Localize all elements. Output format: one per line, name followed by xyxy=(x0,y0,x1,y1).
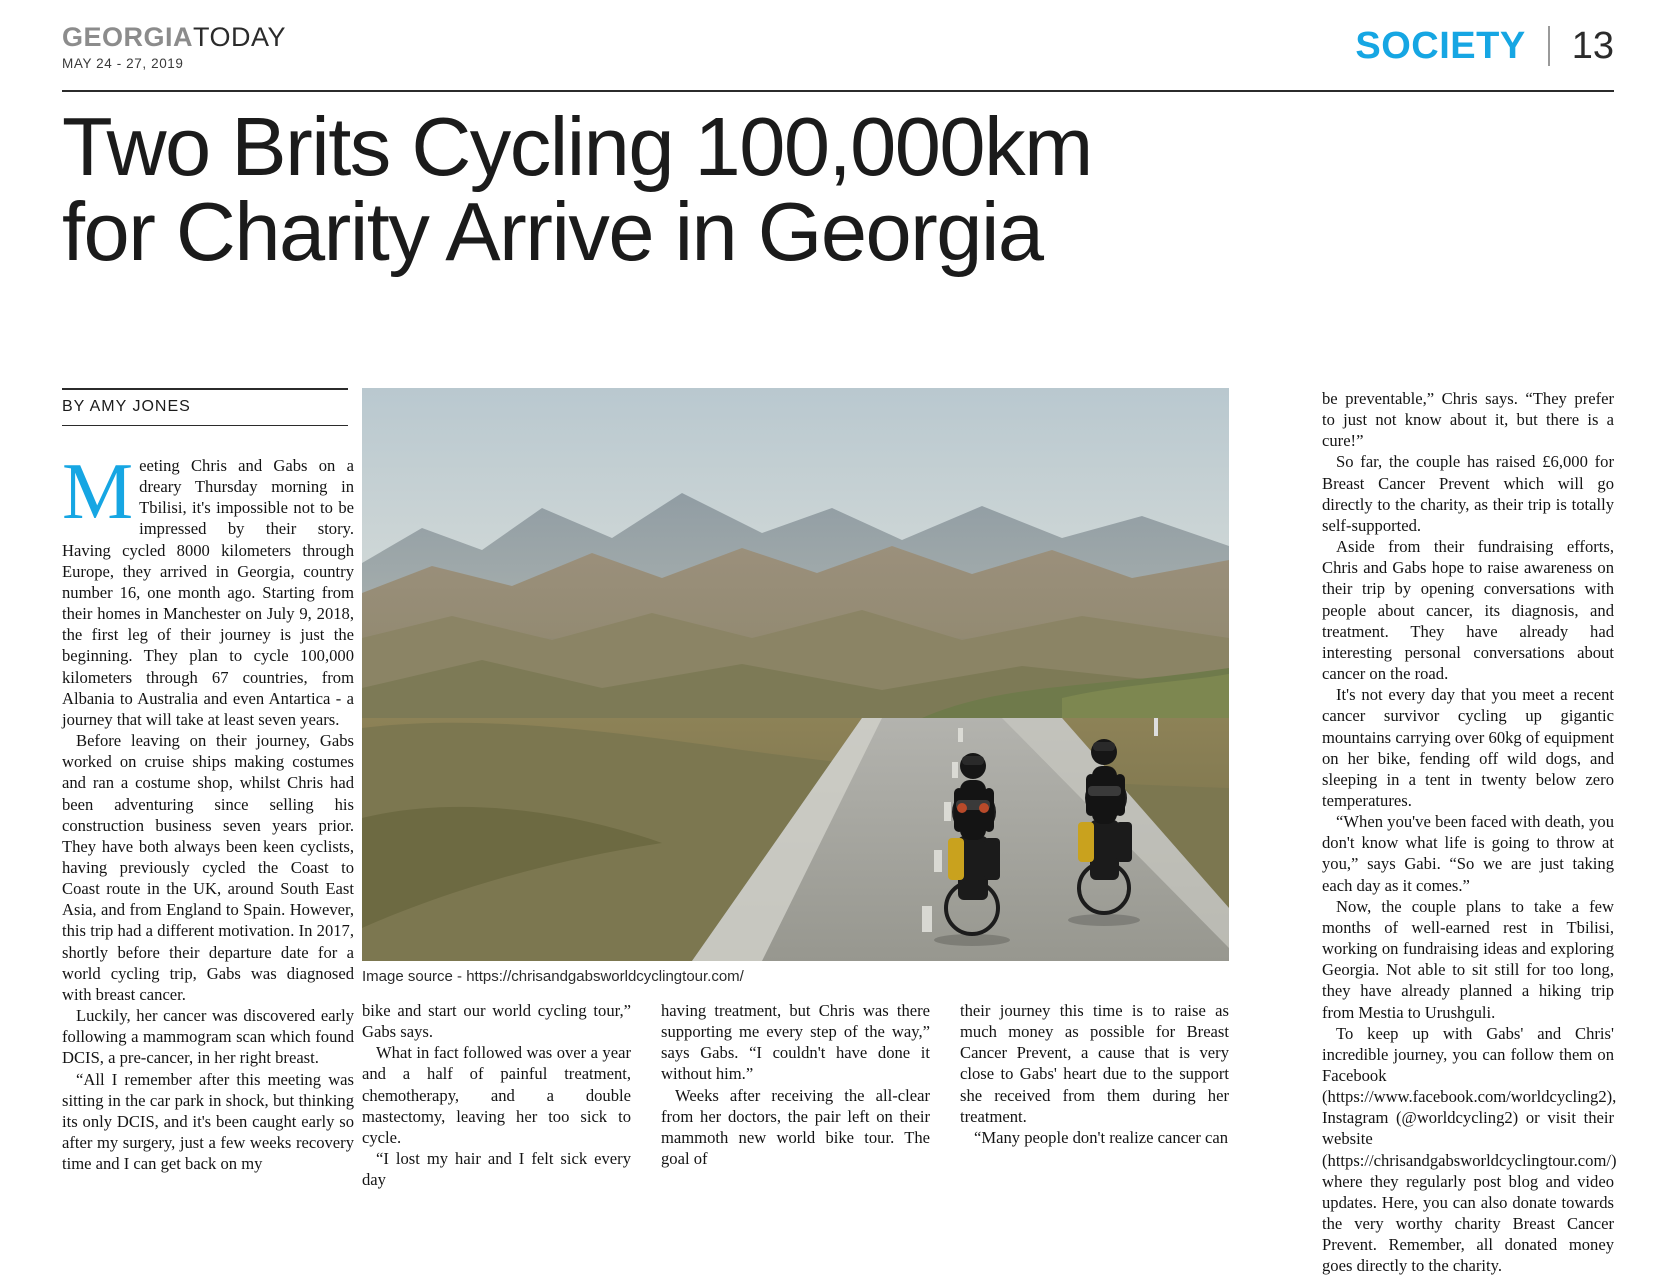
page-number: 13 xyxy=(1571,25,1614,67)
byline-rule-bottom xyxy=(62,425,348,427)
paragraph: So far, the couple has raised £6,000 for Breast Cancer Prevent which will go directly to the charity, as their trip is totally self-supported. xyxy=(1322,452,1614,535)
paragraph: be preventable,” Chris says. “They prefer to just not know about it, but there is a cure!” xyxy=(1322,389,1614,451)
drop-cap: M xyxy=(62,448,134,536)
masthead xyxy=(62,24,1614,84)
paragraph: “All I remember after this meeting was sitting in the car park in shock, but thinking its only DCIS, and it's been caught early so after my surgery, just a few weeks recovery time and I can get back on my xyxy=(62,1069,354,1174)
photo-caption: Image source - https://chrisandgabsworldcyclingtour.com/ xyxy=(362,968,744,985)
publication-title xyxy=(62,24,286,51)
paragraph xyxy=(62,448,354,730)
article-column-right xyxy=(1322,388,1617,1277)
paragraph: It's not every day that you meet a recent cancer survivor cycling up gigantic mountains carrying over 60kg of equipment on her bike, fending off wild dogs, and sleeping in a tent in twenty below zero temperatures. xyxy=(1322,685,1614,810)
paragraph: Before leaving on their journey, Gabs worked on cruise ships making costumes and ran a costume shop, whilst Chris had been adventuring since selling his construction business seven years prior. They have both always been keen cyclists, having previously cycled the Coast to Coast route in the UK, around South East Asia, and from England to Spain. However, this trip had a different motivation. In 2017, shortly before their departure date for a world cycling trip, Gabs was diagnosed with breast cancer. xyxy=(62,731,354,1004)
paragraph: “When you've been faced with death, you don't know what life is going to throw at you,” says Gabi. “So we are just taking each day as it comes.” xyxy=(1322,812,1614,895)
page-title xyxy=(62,100,1614,279)
paragraph: “Many people don't realize cancer can xyxy=(974,1127,1229,1147)
byline: BY AMY JONES xyxy=(62,397,191,415)
photo-illustration xyxy=(362,388,1229,961)
masthead-left xyxy=(62,24,286,71)
headline-line-2: for Charity Arrive in Georgia xyxy=(62,185,1043,279)
byline-rule-top xyxy=(62,388,348,390)
byline-block xyxy=(62,388,348,426)
article-photo xyxy=(362,388,1229,961)
paragraph: Aside from their fundraising efforts, Chris and Gabs hope to raise awareness on their trip by opening conversations with people about cancer, its diagnosis, and treatment. They have already had interesting personal conversations about cancer on the road. xyxy=(1322,537,1614,684)
masthead-rule xyxy=(62,90,1614,92)
issue-date: MAY 24 - 27, 2019 xyxy=(62,56,184,71)
paragraph: “I lost my hair and I felt sick every day xyxy=(362,1149,631,1190)
article-column-bottom-1 xyxy=(362,1000,631,1190)
section-label: SOCIETY xyxy=(1355,25,1526,67)
paragraph: What in fact followed was over a year and a half of painful treatment, chemotherapy, and a double mastectomy, leaving her too sick to cycle. xyxy=(362,1043,631,1147)
article-column-left xyxy=(62,448,354,1174)
publication-title-light: TODAY xyxy=(193,22,287,52)
paragraph: Now, the couple plans to take a few months of well-earned rest in Tbilisi, working on fundraising ideas and exploring Georgia. Not able to sit still for too long, they have already planned a hiking trip from Mestia to Urushguli. xyxy=(1322,896,1614,1022)
paragraph: Weeks after receiving the all-clear from her doctors, the pair left on their mammoth new world bike tour. The goal of xyxy=(661,1085,930,1169)
masthead-divider xyxy=(1548,26,1550,66)
article-column-bottom-2 xyxy=(661,1000,930,1190)
paragraph: Luckily, her cancer was discovered early following a mammogram scan which found DCIS, a pre-cancer, in her right breast. xyxy=(62,1006,354,1068)
masthead-right xyxy=(1355,26,1614,66)
bottom-columns xyxy=(362,1000,1229,1190)
article-column-bottom-3 xyxy=(960,1000,1229,1190)
publication-title-bold: GEORGIA xyxy=(62,22,194,52)
paragraph: their journey this time is to raise as much money as possible for Breast Cancer Prevent, a cause that is very close to Gabs' heart due to the support she received from them during her treatment. xyxy=(960,1001,1229,1126)
paragraph: bike and start our world cycling tour,” Gabs says. xyxy=(362,1001,631,1042)
paragraph: To keep up with Gabs' and Chris' incredible journey, you can follow them on Facebook (https://www.facebook.com/worldcycling2), Instagram (@worldcycling2) or visit their website (https://chrisandgabsworldcyclingtour.com/) where they regularly post blog and video updates. Here, you can also donate towards the very worthy charity Breast Cancer Prevent. Remember, all donated money goes directly to the charity. xyxy=(1322,1023,1617,1276)
paragraph-text: eeting Chris and Gabs on a dreary Thursday morning in Tbilisi, it's impossible not to be impressed by their story. Having cycled 8000 kilometers through Europe, they arrived in Georgia, country number 16, one month ago. Starting from their homes in Manchester on July 9, 2018, the first leg of their journey is just the beginning. They plan to cycle 100,000 kilometers through 67 countries, from Albania to Australia and even Antartica - a journey that will take at least seven years. xyxy=(62,456,354,729)
paragraph: having treatment, but Chris was there supporting me every step of the way,” says Gabs. “I couldn't have done it without him.” xyxy=(661,1001,930,1084)
headline-line-1: Two Brits Cycling 100,000km xyxy=(62,100,1092,193)
